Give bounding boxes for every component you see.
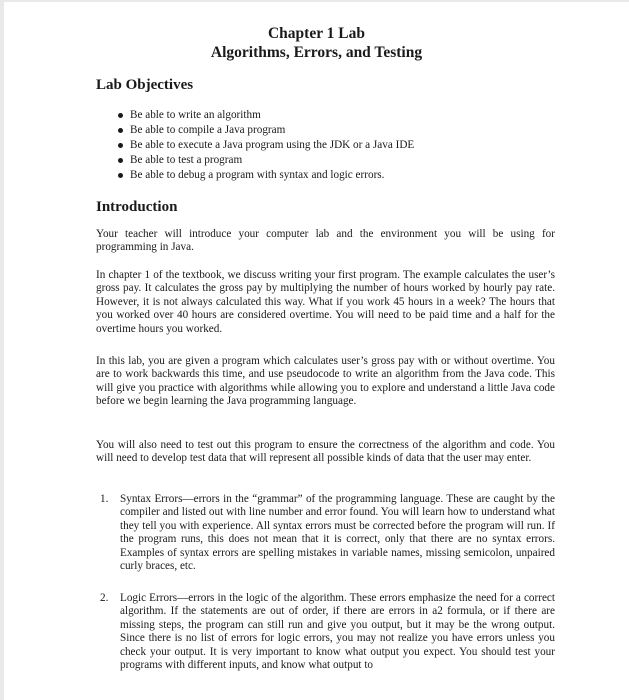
introduction-heading: Introduction bbox=[96, 199, 178, 215]
item-text: Logic Errors—errors in the logic of the algorithm. These errors emphasize the need for a correct algorithm. If the statements are out of order, if there are errors in a2 formula, or if there are missing steps, the program can still run and give you output, but it may be the wrong output. Since there is no list of errors for logic errors, you may not realize you have errors unless you check your output. It is very important to know what output you expect. You should test your programs with different inputs, and know what output to bbox=[120, 592, 555, 672]
numbered-item bbox=[96, 592, 555, 672]
list-item: Be able to test a program bbox=[96, 153, 556, 168]
objectives-list bbox=[96, 108, 556, 183]
list-item: Be able to debug a program with syntax and logic errors. bbox=[96, 168, 556, 183]
paragraph: In chapter 1 of the textbook, we discuss writing your first program. The example calculates the user’s gross pay. It calculates the gross pay by multiplying the number of hours worked by hourly pay rate. However, it is not always calculated this way. What if you work 45 hours in a week? The hours that you worked over 40 hours are considered overtime. You will need to be paid time and a half for the overtime hours you worked. bbox=[96, 269, 555, 335]
page-title bbox=[4, 24, 629, 62]
document-page bbox=[4, 2, 629, 700]
item-text: Syntax Errors—errors in the “grammar” of the programming language. These are caught by the compiler and listed out with line number and error found. You will learn how to understand what they tell you with experience. All syntax errors must be corrected before the program will run. If the program runs, this does not mean that it is correct, only that there are no syntax errors. Examples of syntax errors are spelling mistakes in variable names, missing semicolon, unpaired curly braces, etc. bbox=[120, 493, 555, 573]
list-item: Be able to compile a Java program bbox=[96, 123, 556, 138]
title-line-2: Algorithms, Errors, and Testing bbox=[210, 44, 423, 61]
paragraph: Your teacher will introduce your computer lab and the environment you will be using for programming in Java. bbox=[96, 228, 555, 254]
numbered-item bbox=[96, 493, 555, 573]
item-number: 2. bbox=[100, 592, 109, 604]
title-line-1: Chapter 1 Lab bbox=[267, 25, 366, 42]
paragraph: In this lab, you are given a program which calculates user’s gross pay with or without overtime. You are to work backwards this time, and use pseudocode to write an algorithm from the Java code. This will give you practice with algorithms while allowing you to explore and understand a little Java code before we begin learning the Java programming language. bbox=[96, 355, 555, 408]
objectives-heading: Lab Objectives bbox=[96, 77, 194, 93]
list-item: Be able to execute a Java program using the JDK or a Java IDE bbox=[96, 138, 556, 153]
item-number: 1. bbox=[100, 493, 109, 505]
paragraph: You will also need to test out this program to ensure the correctness of the algorithm and code. You will need to develop test data that will represent all possible kinds of data that the user may enter. bbox=[96, 439, 555, 465]
list-item: Be able to write an algorithm bbox=[96, 108, 556, 123]
